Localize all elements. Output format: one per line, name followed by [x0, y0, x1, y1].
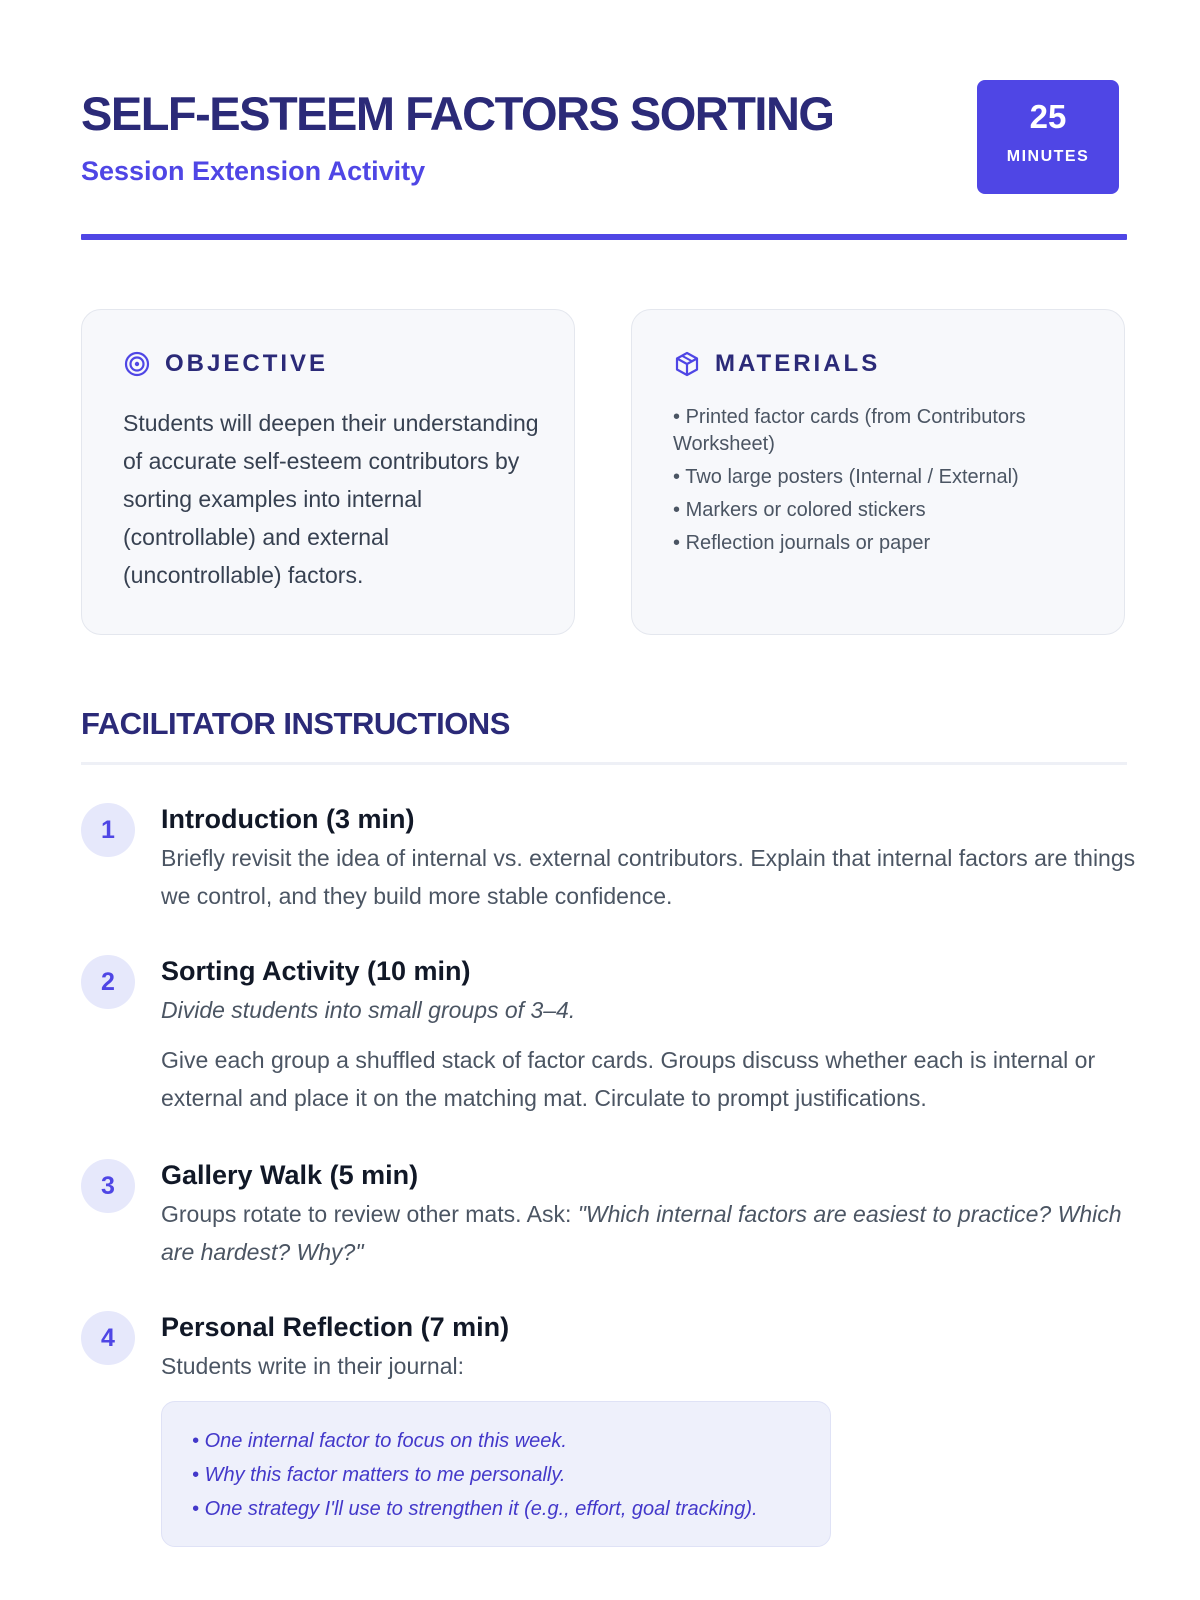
reflection-prompt: • One strategy I'll use to strengthen it (e.g., effort, goal tracking). [192, 1492, 802, 1526]
reflection-prompts-box [161, 1401, 831, 1547]
reflection-prompt: • One internal factor to focus on this week. [192, 1424, 802, 1458]
step-text: Students write in their journal: [161, 1353, 464, 1379]
objective-text: Students will deepen their understanding of accurate self-esteem contributors by sorting examples into internal (controllable) and external (uncontrollable) factors. [123, 410, 539, 588]
step-note: Divide students into small groups of 3–4. [161, 997, 576, 1023]
step-body [161, 801, 1136, 915]
materials-item: • Reflection journals or paper [673, 530, 1093, 557]
step-title: Gallery Walk (5 min) [161, 1160, 419, 1190]
duration-badge [977, 80, 1119, 194]
materials-item: • Two large posters (Internal / External) [673, 464, 1093, 491]
objective-card [81, 309, 575, 635]
materials-header [673, 350, 880, 378]
duration-unit: MINUTES [1006, 148, 1090, 165]
materials-item: • Printed factor cards (from Contributors Worksheet) [673, 404, 1093, 458]
reflection-prompts-list [192, 1424, 802, 1526]
step-number-badge: 4 [81, 1311, 135, 1365]
instructions-title: FACILITATOR INSTRUCTIONS [81, 706, 510, 741]
materials-item: • Markers or colored stickers [673, 497, 1093, 524]
step-text-lead: Groups rotate to review other mats. Ask: [161, 1201, 578, 1227]
instructions-divider [81, 762, 1127, 765]
step-title: Personal Reflection (7 min) [161, 1312, 510, 1342]
step-body [161, 953, 1136, 1117]
box-icon [673, 350, 701, 378]
step-text [161, 1195, 1136, 1271]
target-icon [123, 350, 151, 378]
step-title: Sorting Activity (10 min) [161, 956, 471, 986]
step-number-badge: 1 [81, 803, 135, 857]
materials-list [673, 404, 1093, 563]
page-header [81, 80, 1119, 210]
step-body [161, 1157, 1136, 1271]
objective-header [123, 350, 328, 378]
page-subtitle: Session Extension Activity [81, 156, 426, 186]
materials-title: MATERIALS [715, 350, 881, 377]
objective-title: OBJECTIVE [165, 350, 329, 377]
step-body [161, 1309, 1136, 1547]
header-divider [81, 234, 1127, 240]
step-number-badge: 2 [81, 955, 135, 1009]
step-text: Briefly revisit the idea of internal vs. external contributors. Explain that internal factors are things we control, and they build more stable confidence. [161, 845, 1136, 909]
step-number-badge: 3 [81, 1159, 135, 1213]
page-title: SELF-ESTEEM FACTORS SORTING [81, 87, 834, 140]
step-text: Give each group a shuffled stack of factor cards. Groups discuss whether each is internal or external and place it on the matching mat. Circulate to prompt justifications. [161, 1047, 1096, 1111]
reflection-prompt: • Why this factor matters to me personally. [192, 1458, 802, 1492]
step-quote: "Which internal factors are easiest to practice? Which are hardest? Why?" [161, 1201, 1122, 1265]
step-title: Introduction (3 min) [161, 804, 415, 834]
materials-card [631, 309, 1125, 635]
duration-value: 25 [1029, 98, 1067, 135]
